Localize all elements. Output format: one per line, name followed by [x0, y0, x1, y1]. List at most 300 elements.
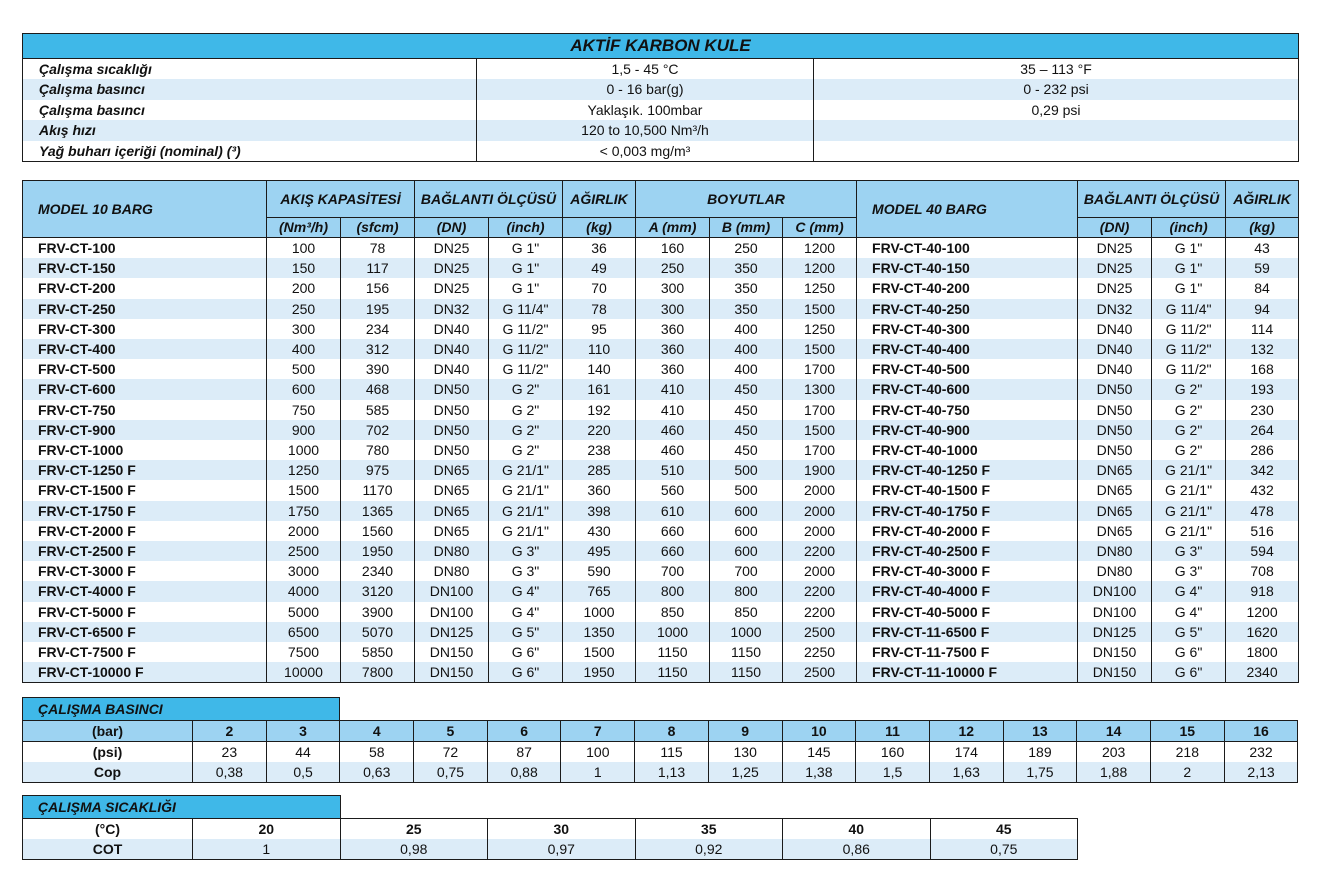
bar-value: 4	[340, 721, 414, 742]
connection-dn-40: DN65	[1078, 521, 1152, 541]
dim-a: 360	[636, 359, 710, 379]
connection-dn: DN50	[415, 440, 489, 460]
connection-inch: G 21/1"	[489, 480, 563, 500]
unit-nm3h: (Nm³/h)	[267, 218, 341, 238]
model-10-name: FRV-CT-250	[23, 299, 267, 319]
model-table	[22, 180, 1299, 683]
table-row	[23, 602, 1299, 622]
flow-nm3h: 200	[267, 278, 341, 298]
dim-b: 350	[710, 299, 783, 319]
spec-value-imperial: 0,29 psi	[1031, 101, 1081, 118]
connection-dn: DN32	[415, 299, 489, 319]
table-row	[23, 359, 1299, 379]
flow-sfcm: 1170	[341, 480, 415, 500]
celsius-value: 30	[488, 819, 636, 840]
model-40-name: FRV-CT-40-200	[857, 278, 1078, 298]
model-40-name: FRV-CT-40-1500 F	[857, 480, 1078, 500]
dim-a: 510	[636, 460, 710, 480]
flow-nm3h: 6500	[267, 622, 341, 642]
pressure-title: ÇALIŞMA BASINCI	[23, 698, 340, 721]
weight-kg: 1950	[563, 662, 636, 683]
dim-b: 800	[710, 581, 783, 601]
bar-value: 3	[266, 721, 340, 742]
model-10-name: FRV-CT-2500 F	[23, 541, 267, 561]
model-10-name: FRV-CT-1000	[38, 442, 124, 459]
weight-kg-40: 478	[1226, 501, 1299, 521]
cop-value: 1	[561, 762, 635, 783]
dim-a: 360	[636, 339, 710, 359]
connection-inch: G 2"	[489, 440, 563, 460]
connection-dn-40: DN65	[1078, 460, 1152, 480]
psi-value: 115	[635, 742, 709, 763]
connection-inch: G 2"	[489, 420, 563, 440]
flow-sfcm: 1950	[341, 541, 415, 561]
bar-label: (bar)	[23, 721, 193, 742]
flow-sfcm: 156	[341, 278, 415, 298]
dim-b: 450	[710, 420, 783, 440]
connection-dn: DN150	[415, 662, 489, 683]
connection-dn-40: DN150	[1078, 642, 1152, 662]
connection-inch: G 1"	[489, 278, 563, 298]
model-10-name: FRV-CT-150	[23, 258, 267, 278]
model-40-name: FRV-CT-40-500	[857, 359, 1078, 379]
model-40-name: FRV-CT-40-3000 F	[857, 561, 1078, 581]
dim-a: 660	[636, 541, 710, 561]
connection-dn: DN80	[415, 541, 489, 561]
connection-dn: DN25	[415, 238, 489, 259]
dim-b: 1150	[710, 642, 783, 662]
bar-value: 15	[1150, 721, 1224, 742]
dim-a: 300	[636, 278, 710, 298]
dim-a: 1150	[636, 642, 710, 662]
flow-nm3h: 5000	[267, 602, 341, 622]
psi-value: 58	[340, 742, 414, 763]
cop-value: 2	[1150, 762, 1224, 783]
table-row	[23, 541, 1299, 561]
weight-kg: 78	[563, 299, 636, 319]
connection-inch: G 3"	[489, 561, 563, 581]
dim-a: 460	[636, 440, 710, 460]
weight-kg: 430	[563, 521, 636, 541]
psi-value: 44	[266, 742, 340, 763]
bar-value: 14	[1077, 721, 1151, 742]
connection-dn: DN50	[415, 400, 489, 420]
cop-value: 1,13	[635, 762, 709, 783]
connection-dn: DN65	[415, 480, 489, 500]
connection-inch: G 11/4"	[489, 299, 563, 319]
spec-value-metric: Yaklaşık. 100mbar	[477, 100, 814, 120]
connection-dn: DN25	[415, 278, 489, 298]
dim-b: 400	[710, 319, 783, 339]
dim-c: 1200	[783, 258, 857, 278]
model-40-name: FRV-CT-40-900	[857, 420, 1078, 440]
cop-value: 0,75	[414, 762, 488, 783]
model-10-name: FRV-CT-6500 F	[23, 622, 267, 642]
flow-sfcm: 468	[341, 379, 415, 399]
model-10-name: FRV-CT-750	[38, 401, 116, 418]
temperature-title: ÇALIŞMA SICAKLIĞI	[23, 796, 341, 819]
weight-kg: 140	[563, 359, 636, 379]
dim-c: 2000	[783, 521, 857, 541]
connection-inch-40: G 6"	[1152, 642, 1226, 662]
cop-value: 0,88	[487, 762, 561, 783]
psi-value: 232	[1224, 742, 1298, 763]
weight-kg-40: 132	[1226, 339, 1299, 359]
cop-value: 1,88	[1077, 762, 1151, 783]
dim-c: 2200	[783, 541, 857, 561]
dim-c: 1700	[783, 359, 857, 379]
spec-label: Çalışma sıcaklığı	[23, 59, 477, 80]
cop-value: 1,63	[929, 762, 1003, 783]
psi-value: 218	[1150, 742, 1224, 763]
flow-sfcm: 3900	[341, 602, 415, 622]
psi-label: (psi)	[23, 742, 193, 763]
model-40-name: FRV-CT-40-2500 F	[857, 541, 1078, 561]
connection-inch-40: G 21/1"	[1152, 501, 1226, 521]
dim-c: 2000	[783, 480, 857, 500]
weight-kg-40: 2340	[1226, 662, 1299, 683]
table-row	[23, 521, 1299, 541]
connection-inch-40: G 5"	[1152, 622, 1226, 642]
weight-kg-40: 342	[1226, 460, 1299, 480]
connection-dn-40: DN80	[1078, 541, 1152, 561]
spec-row	[23, 120, 1299, 140]
psi-value: 100	[561, 742, 635, 763]
table-row	[23, 642, 1299, 662]
flow-nm3h: 300	[267, 319, 341, 339]
connection-inch: G 21/1"	[489, 460, 563, 480]
model-40-name: FRV-CT-40-1250 F	[857, 460, 1078, 480]
flow-sfcm: 312	[341, 339, 415, 359]
connection-dn-40: DN50	[1078, 400, 1152, 420]
dim-c: 1200	[783, 238, 857, 259]
model-10-name: FRV-CT-200	[38, 280, 116, 297]
psi-value: 130	[708, 742, 782, 763]
connection-inch: G 11/2"	[489, 319, 563, 339]
connection-inch-40: G 4"	[1152, 581, 1226, 601]
flow-sfcm: 234	[341, 319, 415, 339]
psi-value: 72	[414, 742, 488, 763]
dim-c: 1500	[783, 299, 857, 319]
model-40-name: FRV-CT-40-400	[857, 339, 1078, 359]
unit-dn-40: (DN)	[1078, 218, 1152, 238]
weight-kg: 360	[563, 480, 636, 500]
dim-c: 2200	[783, 602, 857, 622]
model-10-name: FRV-CT-900	[23, 420, 267, 440]
model-10-name: FRV-CT-2000 F	[38, 522, 136, 539]
cop-value: 1,25	[708, 762, 782, 783]
psi-value: 203	[1077, 742, 1151, 763]
weight-kg-40: 84	[1226, 278, 1299, 298]
connection-dn: DN40	[415, 319, 489, 339]
flow-sfcm: 1365	[341, 501, 415, 521]
celsius-label: (°C)	[23, 819, 193, 840]
model-10-name: FRV-CT-5000 F	[38, 603, 136, 620]
spec-label: Çalışma basıncı	[23, 79, 477, 99]
unit-b-mm: B (mm)	[710, 218, 783, 238]
weight-kg-40: 230	[1226, 400, 1299, 420]
spec-value-imperial	[814, 120, 1299, 140]
header-model-40-barg: MODEL 40 BARG	[857, 181, 1078, 238]
connection-inch-40: G 2"	[1152, 379, 1226, 399]
spec-value-metric: < 0,003 mg/m³	[477, 141, 814, 162]
psi-value: 23	[193, 742, 267, 763]
connection-dn: DN80	[415, 561, 489, 581]
connection-inch: G 2"	[489, 379, 563, 399]
psi-value: 145	[782, 742, 856, 763]
dim-a: 610	[636, 501, 710, 521]
weight-kg: 110	[563, 339, 636, 359]
connection-dn-40: DN50	[1078, 420, 1152, 440]
celsius-value: 40	[783, 819, 931, 840]
spec-row	[23, 79, 1299, 99]
model-10-name: FRV-CT-600	[23, 379, 267, 399]
dim-b: 350	[710, 278, 783, 298]
bar-value: 10	[782, 721, 856, 742]
flow-sfcm: 117	[341, 258, 415, 278]
dim-b: 700	[710, 561, 783, 581]
flow-nm3h: 3000	[267, 561, 341, 581]
connection-inch-40: G 3"	[1152, 541, 1226, 561]
connection-inch: G 21/1"	[489, 501, 563, 521]
connection-inch-40: G 11/2"	[1152, 339, 1226, 359]
model-10-name: FRV-CT-400	[23, 339, 267, 359]
spec-row	[23, 141, 1299, 162]
connection-dn: DN100	[415, 581, 489, 601]
dim-a: 410	[636, 379, 710, 399]
cot-label: COT	[23, 839, 193, 860]
dim-a: 410	[636, 400, 710, 420]
model-10-name: FRV-CT-3000 F	[38, 563, 136, 580]
flow-nm3h: 150	[267, 258, 341, 278]
model-40-name: FRV-CT-40-2000 F	[857, 521, 1078, 541]
connection-dn: DN65	[415, 460, 489, 480]
model-40-name: FRV-CT-40-300	[857, 319, 1078, 339]
connection-dn: DN50	[415, 420, 489, 440]
table-row	[23, 299, 1299, 319]
weight-kg: 161	[563, 379, 636, 399]
connection-inch-40: G 21/1"	[1152, 521, 1226, 541]
flow-nm3h: 400	[267, 339, 341, 359]
dim-b: 450	[710, 440, 783, 460]
spec-value-metric: 1,5 - 45 °C	[477, 59, 814, 80]
spec-row	[23, 59, 1299, 80]
table-row	[23, 501, 1299, 521]
connection-dn-40: DN65	[1078, 480, 1152, 500]
weight-kg: 70	[563, 278, 636, 298]
table-row	[23, 480, 1299, 500]
psi-value: 87	[487, 742, 561, 763]
model-40-name: FRV-CT-40-4000 F	[857, 581, 1078, 601]
connection-dn: DN40	[415, 339, 489, 359]
flow-nm3h: 600	[267, 379, 341, 399]
unit-kg: (kg)	[563, 218, 636, 238]
model-10-name: FRV-CT-7500 F	[38, 644, 136, 661]
dim-b: 400	[710, 339, 783, 359]
flow-sfcm: 390	[341, 359, 415, 379]
model-40-name: FRV-CT-40-600	[857, 379, 1078, 399]
dim-a: 300	[636, 299, 710, 319]
dim-c: 2250	[783, 642, 857, 662]
connection-inch-40: G 2"	[1152, 440, 1226, 460]
flow-nm3h: 10000	[267, 662, 341, 683]
connection-dn: DN150	[415, 642, 489, 662]
connection-dn-40: DN125	[1078, 622, 1152, 642]
unit-inch-40: (inch)	[1152, 218, 1226, 238]
cot-value: 0,98	[340, 839, 488, 860]
connection-dn-40: DN40	[1078, 339, 1152, 359]
cot-value: 0,75	[930, 839, 1078, 860]
weight-kg-40: 286	[1226, 440, 1299, 460]
celsius-value: 45	[930, 819, 1078, 840]
dim-a: 660	[636, 521, 710, 541]
bar-value: 12	[929, 721, 1003, 742]
model-40-name: FRV-CT-11-6500 F	[857, 622, 1078, 642]
dim-a: 160	[636, 238, 710, 259]
cop-value: 0,63	[340, 762, 414, 783]
bar-value: 11	[856, 721, 930, 742]
flow-nm3h: 4000	[267, 581, 341, 601]
cop-value: 1,5	[856, 762, 930, 783]
spec-value-imperial	[814, 141, 1299, 162]
model-10-name: FRV-CT-300	[38, 320, 116, 337]
connection-inch: G 4"	[489, 581, 563, 601]
dim-a: 850	[636, 602, 710, 622]
connection-dn-40: DN100	[1078, 602, 1152, 622]
flow-sfcm: 585	[341, 400, 415, 420]
dim-b: 600	[710, 501, 783, 521]
table-row	[23, 238, 1299, 259]
cot-value: 1	[193, 839, 341, 860]
dim-a: 700	[636, 561, 710, 581]
table-row	[23, 460, 1299, 480]
bar-value: 6	[487, 721, 561, 742]
dim-a: 360	[636, 319, 710, 339]
dim-b: 850	[710, 602, 783, 622]
flow-sfcm: 702	[341, 420, 415, 440]
table-row	[23, 561, 1299, 581]
celsius-value: 20	[193, 819, 341, 840]
cop-value: 1,38	[782, 762, 856, 783]
weight-kg: 590	[563, 561, 636, 581]
psi-value: 189	[1003, 742, 1077, 763]
dim-b: 600	[710, 541, 783, 561]
connection-dn: DN100	[415, 602, 489, 622]
bar-value: 13	[1003, 721, 1077, 742]
connection-inch: G 3"	[489, 541, 563, 561]
header-weight-40: AĞIRLIK	[1226, 181, 1299, 218]
header-connection-size: BAĞLANTI ÖLÇÜSÜ	[415, 181, 563, 218]
flow-nm3h: 7500	[267, 642, 341, 662]
dim-c: 2500	[783, 622, 857, 642]
cop-value: 0,5	[266, 762, 340, 783]
weight-kg: 1000	[563, 602, 636, 622]
spec-table	[22, 33, 1299, 162]
table-row	[23, 339, 1299, 359]
flow-nm3h: 1000	[267, 440, 341, 460]
flow-sfcm: 3120	[341, 581, 415, 601]
dim-a: 460	[636, 420, 710, 440]
model-10-name: FRV-CT-1500 F	[38, 482, 136, 499]
header-model-10-barg: MODEL 10 BARG	[23, 181, 267, 238]
model-40-name: FRV-CT-40-5000 F	[857, 602, 1078, 622]
weight-kg-40: 1620	[1226, 622, 1299, 642]
connection-dn-40: DN150	[1078, 662, 1152, 683]
unit-sfcm: (sfcm)	[341, 218, 415, 238]
dim-b: 500	[710, 480, 783, 500]
dim-a: 560	[636, 480, 710, 500]
connection-dn-40: DN40	[1078, 359, 1152, 379]
connection-inch-40: G 1"	[1152, 258, 1226, 278]
table-row	[23, 662, 1299, 683]
model-40-name: FRV-CT-40-750	[857, 400, 1078, 420]
unit-c-mm: C (mm)	[783, 218, 857, 238]
cot-value: 0,92	[635, 839, 783, 860]
dim-c: 1700	[783, 400, 857, 420]
celsius-value: 35	[635, 819, 783, 840]
cop-value: 2,13	[1224, 762, 1298, 783]
spec-label: Çalışma basıncı	[23, 100, 477, 120]
weight-kg-40: 114	[1226, 319, 1299, 339]
cop-label: Cop	[23, 762, 193, 783]
weight-kg: 285	[563, 460, 636, 480]
weight-kg: 192	[563, 400, 636, 420]
dim-b: 250	[710, 238, 783, 259]
unit-kg-40: (kg)	[1226, 218, 1299, 238]
table-row	[23, 400, 1299, 420]
dim-a: 1150	[636, 662, 710, 683]
flow-nm3h: 250	[267, 299, 341, 319]
spec-value-imperial: 35 – 113 °F	[1020, 61, 1092, 77]
weight-kg: 49	[563, 258, 636, 278]
bar-value: 5	[414, 721, 488, 742]
connection-dn-40: DN50	[1078, 440, 1152, 460]
header-weight: AĞIRLIK	[563, 181, 636, 218]
model-10-name: FRV-CT-500	[38, 361, 116, 378]
dim-b: 1150	[710, 662, 783, 683]
dim-c: 1500	[783, 339, 857, 359]
dim-b: 350	[710, 258, 783, 278]
connection-inch: G 11/2"	[489, 339, 563, 359]
connection-inch: G 4"	[489, 602, 563, 622]
bar-value: 16	[1224, 721, 1298, 742]
spec-label: Yağ buharı içeriği (nominal) (³)	[23, 141, 477, 162]
weight-kg: 220	[563, 420, 636, 440]
weight-kg-40: 193	[1226, 379, 1299, 399]
bar-value: 7	[561, 721, 635, 742]
weight-kg-40: 94	[1226, 299, 1299, 319]
connection-dn: DN50	[415, 379, 489, 399]
connection-dn-40: DN25	[1078, 278, 1152, 298]
connection-inch-40: G 6"	[1152, 662, 1226, 683]
connection-dn-40: DN32	[1078, 299, 1152, 319]
celsius-value: 25	[340, 819, 488, 840]
connection-dn: DN65	[415, 521, 489, 541]
connection-dn-40: DN25	[1078, 238, 1152, 259]
bar-value: 2	[193, 721, 267, 742]
model-40-name: FRV-CT-40-100	[857, 238, 1078, 259]
flow-sfcm: 5070	[341, 622, 415, 642]
weight-kg-40: 516	[1226, 521, 1299, 541]
connection-inch: G 1"	[489, 258, 563, 278]
dim-c: 1900	[783, 460, 857, 480]
dim-c: 1700	[783, 440, 857, 460]
dim-b: 450	[710, 400, 783, 420]
weight-kg: 95	[563, 319, 636, 339]
dim-b: 450	[710, 379, 783, 399]
unit-a-mm: A (mm)	[636, 218, 710, 238]
connection-dn-40: DN80	[1078, 561, 1152, 581]
